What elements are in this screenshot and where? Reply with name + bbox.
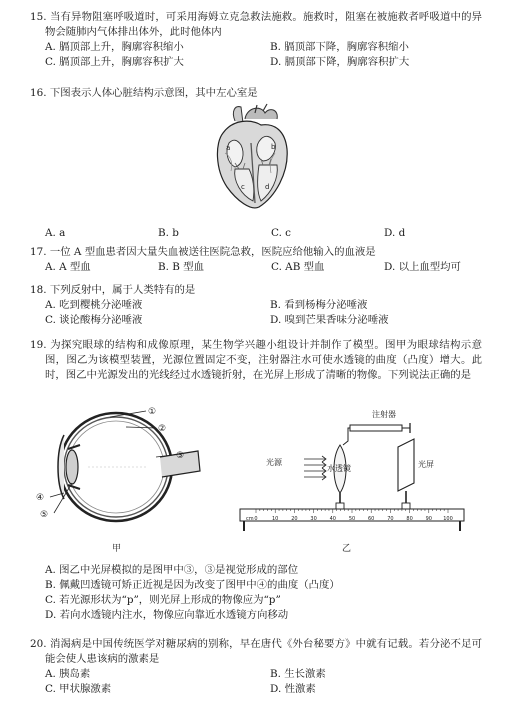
option-16-b[interactable]: B. b — [158, 227, 179, 239]
ruler-tick-label: 20 — [291, 516, 298, 522]
ruler-tick-label: 40 — [329, 516, 336, 522]
option-18-c[interactable]: C. 谈论酸梅分泌唾液 — [45, 314, 143, 326]
question-20-options — [30, 667, 482, 697]
eye-label-3: ③ — [176, 451, 185, 461]
ruler-tick-label: 30 — [310, 516, 317, 522]
heart-label-a: a — [226, 144, 231, 152]
question-18-stem: 18. 下列反射中，属于人类特有的是 — [30, 284, 196, 296]
question-17-options — [30, 260, 482, 275]
option-17-b[interactable]: B. B 型血 — [158, 261, 204, 273]
option-20-c[interactable]: C. 甲状腺激素 — [45, 683, 112, 695]
option-17-c[interactable]: C. AB 型血 — [271, 261, 325, 273]
lens-model-illustration — [234, 405, 470, 553]
option-17-a[interactable]: A. A 型血 — [45, 261, 91, 273]
heart-illustration — [205, 103, 295, 215]
option-19-c[interactable]: C. 若光源形状为“p”，则光屏上形成的物像应为“p” — [45, 594, 281, 606]
ruler-tick-label: 70 — [387, 516, 394, 522]
ruler-unit-label: cm — [246, 516, 254, 522]
ruler-tick-label: 80 — [406, 516, 413, 522]
option-16-a[interactable]: A. a — [45, 227, 66, 239]
heart-label-c: c — [241, 183, 245, 191]
option-17-d[interactable]: D. 以上血型均可 — [384, 261, 461, 273]
option-19-a[interactable]: A. 图乙中光屏模拟的是图甲中③，③是视觉形成的部位 — [45, 564, 299, 576]
lens-model-diagram — [234, 405, 470, 553]
option-18-a[interactable]: A. 吃到樱桃分泌唾液 — [45, 299, 143, 311]
question-18 — [30, 283, 482, 328]
option-20-a[interactable]: A. 胰岛素 — [45, 668, 91, 680]
eye-label-2: ② — [158, 424, 167, 434]
option-19-b[interactable]: B. 佩戴凹透镜可矫正近视是因为改变了图甲中④的曲度（凸度） — [45, 579, 340, 591]
question-17-stem: 17. 一位 A 型血患者因大量失血被送往医院急救，医院应给他输入的血液是 — [30, 246, 376, 258]
option-15-b[interactable]: B. 膈顶部下降，胸廓容积缩小 — [270, 41, 409, 53]
question-15 — [30, 10, 482, 70]
question-15-options — [30, 40, 482, 70]
question-15-stem: 15. 当有异物阻塞呼吸道时，可采用海姆立克急救法施救。施救时，阻塞在被施救者呼吸道中的异物会随肺内气体排出体外，此时他体内 — [30, 11, 482, 38]
ruler-tick-label: 50 — [348, 516, 356, 522]
option-16-d[interactable]: D. d — [384, 227, 406, 239]
ruler-tick-label: 10 — [272, 516, 279, 522]
option-15-a[interactable]: A. 膈顶部上升，胸廓容积缩小 — [45, 41, 184, 53]
option-15-d[interactable]: D. 膈顶部下降，胸廓容积扩大 — [270, 56, 410, 68]
label-screen: 光屏 — [418, 460, 434, 469]
question-20-stem: 20. 消渴病是中国传统医学对糖尿病的别称，早在唐代《外台秘要方》中就有记载。若分泌不足可能会使人患该病的激素是 — [30, 638, 482, 665]
eye-diagram — [28, 405, 208, 553]
label-water-lens: 水透镜 — [327, 464, 351, 473]
heart-label-d: d — [265, 183, 270, 191]
ruler-tick-label: 90 — [425, 516, 432, 522]
question-16-options — [30, 226, 482, 241]
option-16-c[interactable]: C. c — [271, 227, 292, 239]
eye-label-4: ④ — [36, 493, 45, 503]
heart-diagram — [205, 103, 295, 215]
question-19-options — [30, 563, 482, 623]
figure-jia-caption: 甲 — [112, 544, 122, 553]
option-18-d[interactable]: D. 嗅到芒果香味分泌唾液 — [270, 314, 389, 326]
option-18-b[interactable]: B. 看到杨梅分泌唾液 — [270, 299, 368, 311]
label-syringe: 注射器 — [372, 410, 396, 419]
option-20-b[interactable]: B. 生长激素 — [270, 668, 326, 680]
question-16-options-block — [30, 226, 482, 241]
ruler-tick-label: 100 — [443, 516, 453, 522]
option-19-d[interactable]: D. 若向水透镜内注水，物像应向靠近水透镜方向移动 — [45, 609, 289, 621]
question-18-options — [30, 298, 482, 328]
ruler-tick-label: 60 — [368, 516, 375, 522]
question-19-stem: 19. 为探究眼球的结构和成像原理，某生物学兴趣小组设计并制作了模型。图甲为眼球结构示意图，图乙为该模型装置，光源位置固定不变，注射器注水可使水透镜的曲度（凸度）增大。此时，图乙中光源发出的光线经过水透镜折射，在光屏上形成了清晰的物像。下列说法正确的是 — [30, 339, 482, 381]
figure-yi-caption: 乙 — [342, 544, 352, 553]
eye-illustration — [28, 405, 208, 553]
eye-label-1: ① — [148, 407, 157, 417]
question-17 — [30, 245, 482, 275]
ruler-tick-label: 0 — [254, 516, 258, 522]
label-light-source: 光源 — [266, 458, 282, 467]
question-20 — [30, 637, 482, 697]
option-15-c[interactable]: C. 膈顶部上升，胸廓容积扩大 — [45, 56, 184, 68]
question-19-options-block — [30, 563, 482, 623]
question-16-stem: 16. 下图表示人体心脏结构示意图，其中左心室是 — [30, 87, 258, 99]
heart-label-b: b — [271, 143, 276, 151]
question-16 — [30, 86, 482, 101]
question-19 — [30, 338, 482, 383]
option-20-d[interactable]: D. 性激素 — [270, 683, 316, 695]
eye-label-5: ⑤ — [40, 510, 49, 520]
